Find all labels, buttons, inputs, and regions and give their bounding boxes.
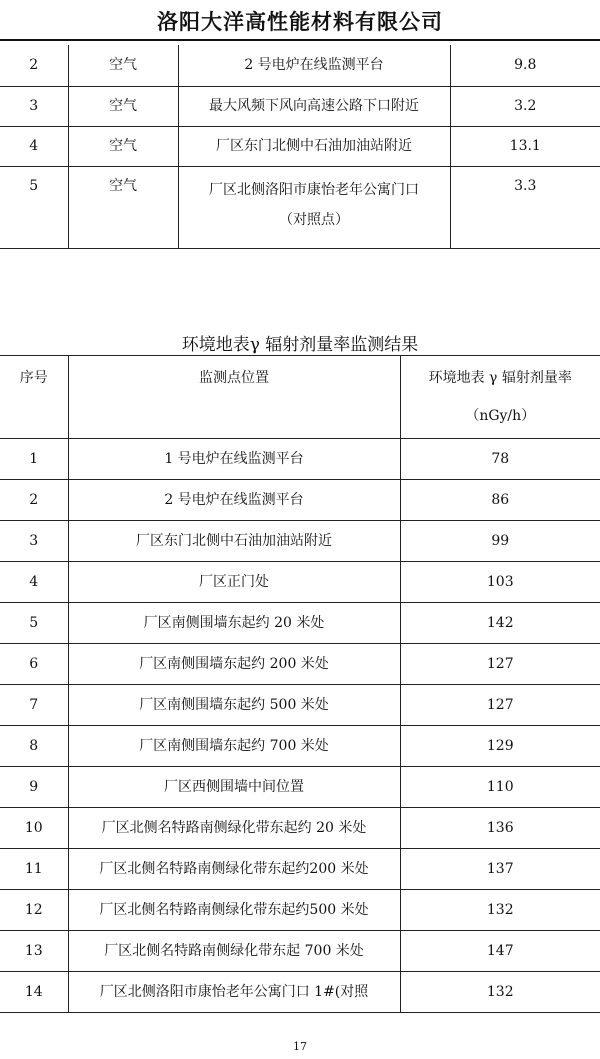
reference-point-note: （对照点） xyxy=(279,211,349,228)
row-number: 2 xyxy=(0,480,68,521)
location-cell: 1 号电炉在线监测平台 xyxy=(68,439,400,480)
location-cell: 最大风频下风向高速公路下口附近 xyxy=(178,86,450,126)
table-row xyxy=(0,808,600,849)
value-cell: 3.2 xyxy=(450,86,600,126)
gamma-radiation-table xyxy=(0,355,600,1013)
row-number: 12 xyxy=(0,890,68,931)
row-number: 1 xyxy=(0,439,68,480)
table-row xyxy=(0,521,600,562)
value-cell: 86 xyxy=(400,480,600,521)
value-cell: 127 xyxy=(400,644,600,685)
table-row xyxy=(0,644,600,685)
table-row xyxy=(0,86,600,126)
location-cell xyxy=(178,166,450,248)
row-number: 11 xyxy=(0,849,68,890)
location-line: 厂区北侧洛阳市康怡老年公寓门口 xyxy=(209,181,419,198)
value-cell: 132 xyxy=(400,972,600,1013)
medium-cell: 空气 xyxy=(68,126,178,166)
table-header-row xyxy=(0,356,600,439)
table-row xyxy=(0,931,600,972)
table-row xyxy=(0,45,600,86)
table-row xyxy=(0,562,600,603)
air-monitoring-table-continued xyxy=(0,45,600,249)
value-cell: 99 xyxy=(400,521,600,562)
row-number: 8 xyxy=(0,726,68,767)
medium-cell: 空气 xyxy=(68,166,178,248)
location-cell: 厂区南侧围墙东起约 20 米处 xyxy=(68,603,400,644)
row-number: 5 xyxy=(0,603,68,644)
location-cell: 厂区东门北侧中石油加油站附近 xyxy=(178,126,450,166)
location-cell: 厂区东门北侧中石油加油站附近 xyxy=(68,521,400,562)
table-row xyxy=(0,890,600,931)
row-number: 3 xyxy=(0,521,68,562)
row-number: 6 xyxy=(0,644,68,685)
value-cell: 110 xyxy=(400,767,600,808)
table-row xyxy=(0,166,600,248)
row-number: 10 xyxy=(0,808,68,849)
table-row xyxy=(0,685,600,726)
location-cell: 厂区北侧名特路南侧绿化带东起约500 米处 xyxy=(68,890,400,931)
location-cell: 厂区南侧围墙东起约 200 米处 xyxy=(68,644,400,685)
location-cell: 厂区北侧洛阳市康怡老年公寓门口 1#(对照 xyxy=(68,972,400,1013)
row-number: 4 xyxy=(0,562,68,603)
value-cell: 147 xyxy=(400,931,600,972)
medium-cell: 空气 xyxy=(68,45,178,86)
location-cell: 厂区北侧名特路南侧绿化带东起约 20 米处 xyxy=(68,808,400,849)
page-number: 17 xyxy=(293,1040,307,1053)
location-cell: 厂区北侧名特路南侧绿化带东起约200 米处 xyxy=(68,849,400,890)
header-divider xyxy=(0,39,600,41)
row-number: 13 xyxy=(0,931,68,972)
header-location: 监测点位置 xyxy=(68,356,400,439)
medium-cell: 空气 xyxy=(68,86,178,126)
value-cell: 103 xyxy=(400,562,600,603)
page-header xyxy=(0,0,600,40)
location-cell: 厂区西侧围墙中间位置 xyxy=(68,767,400,808)
value-cell: 129 xyxy=(400,726,600,767)
value-cell: 13.1 xyxy=(450,126,600,166)
table-row xyxy=(0,603,600,644)
table-row xyxy=(0,849,600,890)
location-cell: 2 号电炉在线监测平台 xyxy=(178,45,450,86)
table-row xyxy=(0,726,600,767)
row-number: 5 xyxy=(0,166,68,248)
header-no: 序号 xyxy=(0,356,68,439)
value-cell: 136 xyxy=(400,808,600,849)
table-row xyxy=(0,126,600,166)
value-cell: 137 xyxy=(400,849,600,890)
value-cell: 3.3 xyxy=(450,166,600,248)
row-number: 14 xyxy=(0,972,68,1013)
value-cell: 132 xyxy=(400,890,600,931)
location-cell: 厂区北侧名特路南侧绿化带东起 700 米处 xyxy=(68,931,400,972)
header-rate-label: 环境地表 γ 辐射剂量率 xyxy=(428,370,572,386)
table-row xyxy=(0,767,600,808)
location-cell: 厂区正门处 xyxy=(68,562,400,603)
section-title: 环境地表γ 辐射剂量率监测结果 xyxy=(181,335,419,355)
value-cell: 78 xyxy=(400,439,600,480)
row-number: 7 xyxy=(0,685,68,726)
table-row xyxy=(0,439,600,480)
row-number: 3 xyxy=(0,86,68,126)
row-number: 9 xyxy=(0,767,68,808)
value-cell: 127 xyxy=(400,685,600,726)
header-rate-unit: （nGy/h） xyxy=(465,408,536,424)
company-title: 洛阳大洋高性能材料有限公司 xyxy=(157,10,443,34)
row-number: 4 xyxy=(0,126,68,166)
table-row xyxy=(0,480,600,521)
location-cell: 2 号电炉在线监测平台 xyxy=(68,480,400,521)
location-cell: 厂区南侧围墙东起约 500 米处 xyxy=(68,685,400,726)
location-cell: 厂区南侧围墙东起约 700 米处 xyxy=(68,726,400,767)
value-cell: 9.8 xyxy=(450,45,600,86)
table-row xyxy=(0,972,600,1013)
row-number: 2 xyxy=(0,45,68,86)
value-cell: 142 xyxy=(400,603,600,644)
header-rate xyxy=(400,356,600,439)
